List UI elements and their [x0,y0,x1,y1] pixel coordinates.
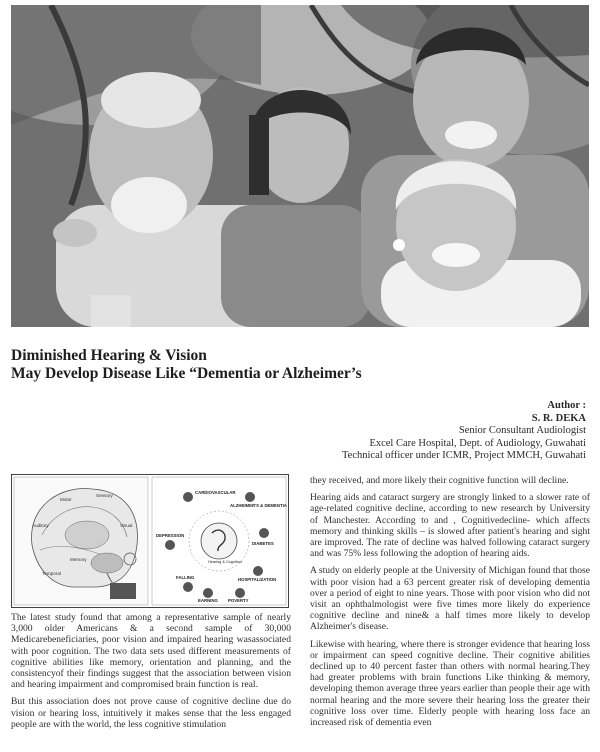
left-paragraph-2: But this association does not prove cause of cognitive decline due do vision or hearing loss, intuitively it makes sense that the less engaged people are with the world, the less cognitive stimulation [11,696,291,730]
author-label: Author : [547,400,586,411]
wheel-label-0: CARDIOVASCULAR [195,490,236,495]
wheel-label-4: POVERTY [228,598,249,603]
family-group-photo-icon [11,5,589,327]
wheel-label-2: DIABETES [252,541,274,546]
title-line-1: Diminished Hearing & Vision [11,347,207,364]
brain-label-0: Motor [60,497,72,502]
falling-icon [183,582,193,592]
author-block [226,400,586,463]
brain-label-1: Sensory [96,493,113,498]
author-affiliation-2: Technical officer under ICMR, Project MMCH, Guwahati [341,450,586,462]
brain-label-5: Temporal [42,571,61,576]
right-column [310,475,590,734]
heart-icon [183,492,193,502]
title-line-2: May Develop Disease Like “Dementia or Alzheimer’s [11,365,362,382]
wheel-label-1: ALZHEIMER'S & DEMENTIA [230,503,287,508]
wheel-label-5: FALLING [176,575,195,580]
wheel-label-6: DEPRESSION [156,533,185,538]
right-paragraph-4: Likewise with hearing, where there is stronger evidence that hearing loss or impairment can speed cognitive decline. Their cognitive abilities declined up to 40 percent faster than others with normal hearing.They had greater problems with brain functions Like thinking & memory, developing themon average three years earlier than people their age with normal hearing and the more severe their hearing loss the greater their cognitive loss over time. Elderly people with hearing loss face an increased risk of dementia even [310,638,590,729]
article-title [11,347,591,383]
brain-icon [245,492,255,502]
left-column [11,612,291,736]
brain-label-3: Visual [120,523,133,528]
wheel-label-3: HOSPITALIZATION [238,577,277,582]
right-paragraph-1: they received, and more likely their cognitive function will decline. [310,475,569,486]
right-paragraph-3: A study on elderly people at the University of Michigan found that those with poor vision had a 63 percent greater risk of developing dementia over a period of eight to nine years. Those with poor vision who did not visit an ophthalmologist were five times more likely do experience cognitive decline and nine& a half times more likely to develop Alzheimer's disease. [310,565,590,633]
poverty-icon [235,588,245,598]
hospital-icon [253,566,263,576]
depression-icon [165,540,175,550]
diabetes-icon [259,528,269,538]
left-paragraph-1: The latest study found that among a representative sample of nearly 3,000 older Americans & a second sample of 30,000 Medicarebeneficiaries, poor vision and impaired hearing wasassociated with poor cognition. The two data sets used different measurements of cognitive abilities like memory, orientation and planning, and the consistencyof their findings suggest that the association between vision and hearing impairment and compromised brain function is real. [11,612,291,691]
author-role: Senior Consultant Audiologist [458,425,586,437]
wheel-center-label: Hearing & Cognition [208,560,242,564]
hero-photo [11,5,589,327]
figure-illustration [12,475,288,607]
author-name: S. R. DEKA [531,412,586,424]
right-paragraph-2: Hearing aids and cataract surgery are strongly linked to a slower rate of age-related cognitive decline, according to new research by University of Manchester. According to and , Cognitivedecline- which affects memory and thinking skills – is slowed after patient's hearing and sight are improved. The rate of decline was halved following cataract surgery and was 75% less following the adoption of hearing aids. [310,492,590,560]
author-affiliation: Excel Care Hospital, Dept. of Audiology, Guwahati [369,437,586,449]
earning-icon [203,588,213,598]
figure-panel [11,474,289,608]
brain-label-2: Auditory [32,523,49,528]
brain-label-4: Memory [70,557,87,562]
brain-diagram-icon [14,477,148,605]
wheel-label-7: EARNING [198,598,218,603]
